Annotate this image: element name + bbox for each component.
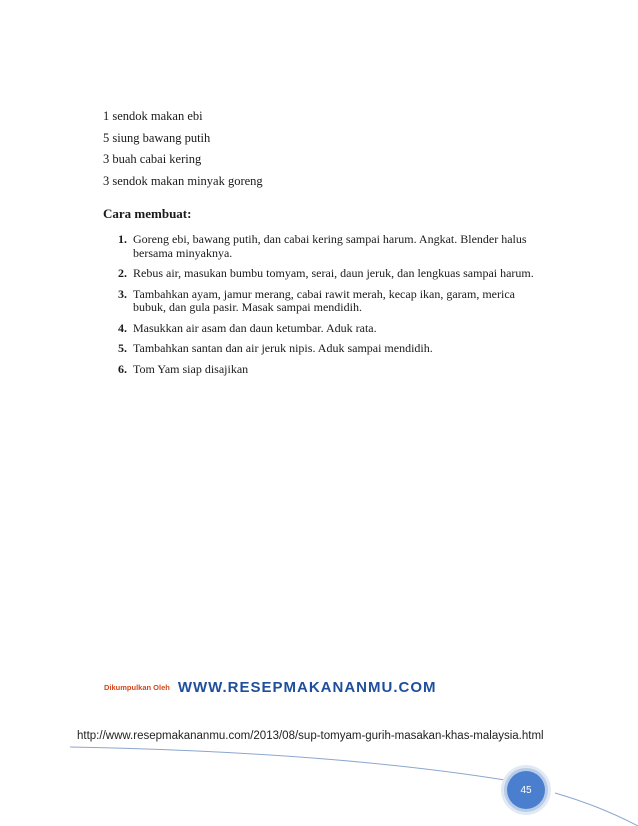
ingredient-item: 1 sendok makan ebi [103, 109, 203, 123]
step-text: Masukkan air asam dan daun ketumbar. Aduk rata. [133, 320, 377, 335]
step-number: 6. [118, 361, 127, 376]
step-number: 5. [118, 341, 127, 355]
ingredient-item: 5 siung bawang putih [103, 130, 211, 145]
step-number: 4. [118, 320, 127, 335]
ingredient-item: 3 sendok makan minyak goreng [103, 173, 263, 188]
step-text: Goreng ebi, bawang putih, dan cabai kering sampai harum. Angkat. Blender halus bersama minyaknya. [133, 232, 527, 260]
step-text: Tom Yam siap disajikan [133, 361, 249, 376]
step-number: 2. [118, 266, 127, 280]
step-text: Rebus air, masukan bumbu tomyam, serai, daun jeruk, dan lengkuas sampai harum. [133, 266, 534, 280]
collected-by-label: Dikumpulkan Oleh [104, 682, 170, 692]
step-text: Tambahkan ayam, jamur merang, cabai rawit merah, kecap ikan, garam, merica bubuk, dan gula pasir. Masak sampai mendidih. [133, 286, 515, 314]
ingredient-item: 3 buah cabai kering [103, 152, 202, 166]
step-number: 3. [118, 286, 127, 301]
source-url[interactable]: http://www.resepmakananmu.com/2013/08/sup-tomyam-gurih-masakan-khas-malaysia.html [77, 730, 544, 742]
method-heading: Cara membuat: [103, 206, 192, 221]
step-text: Tambahkan santan dan air jeruk nipis. Aduk sampai mendidih. [133, 341, 433, 355]
site-logo-text: WWW.RESEPMAKANANMU.COM [177, 678, 437, 696]
page-number-badge [507, 771, 545, 809]
step-number: 1. [118, 232, 127, 246]
page-number: 45 [520, 784, 532, 796]
